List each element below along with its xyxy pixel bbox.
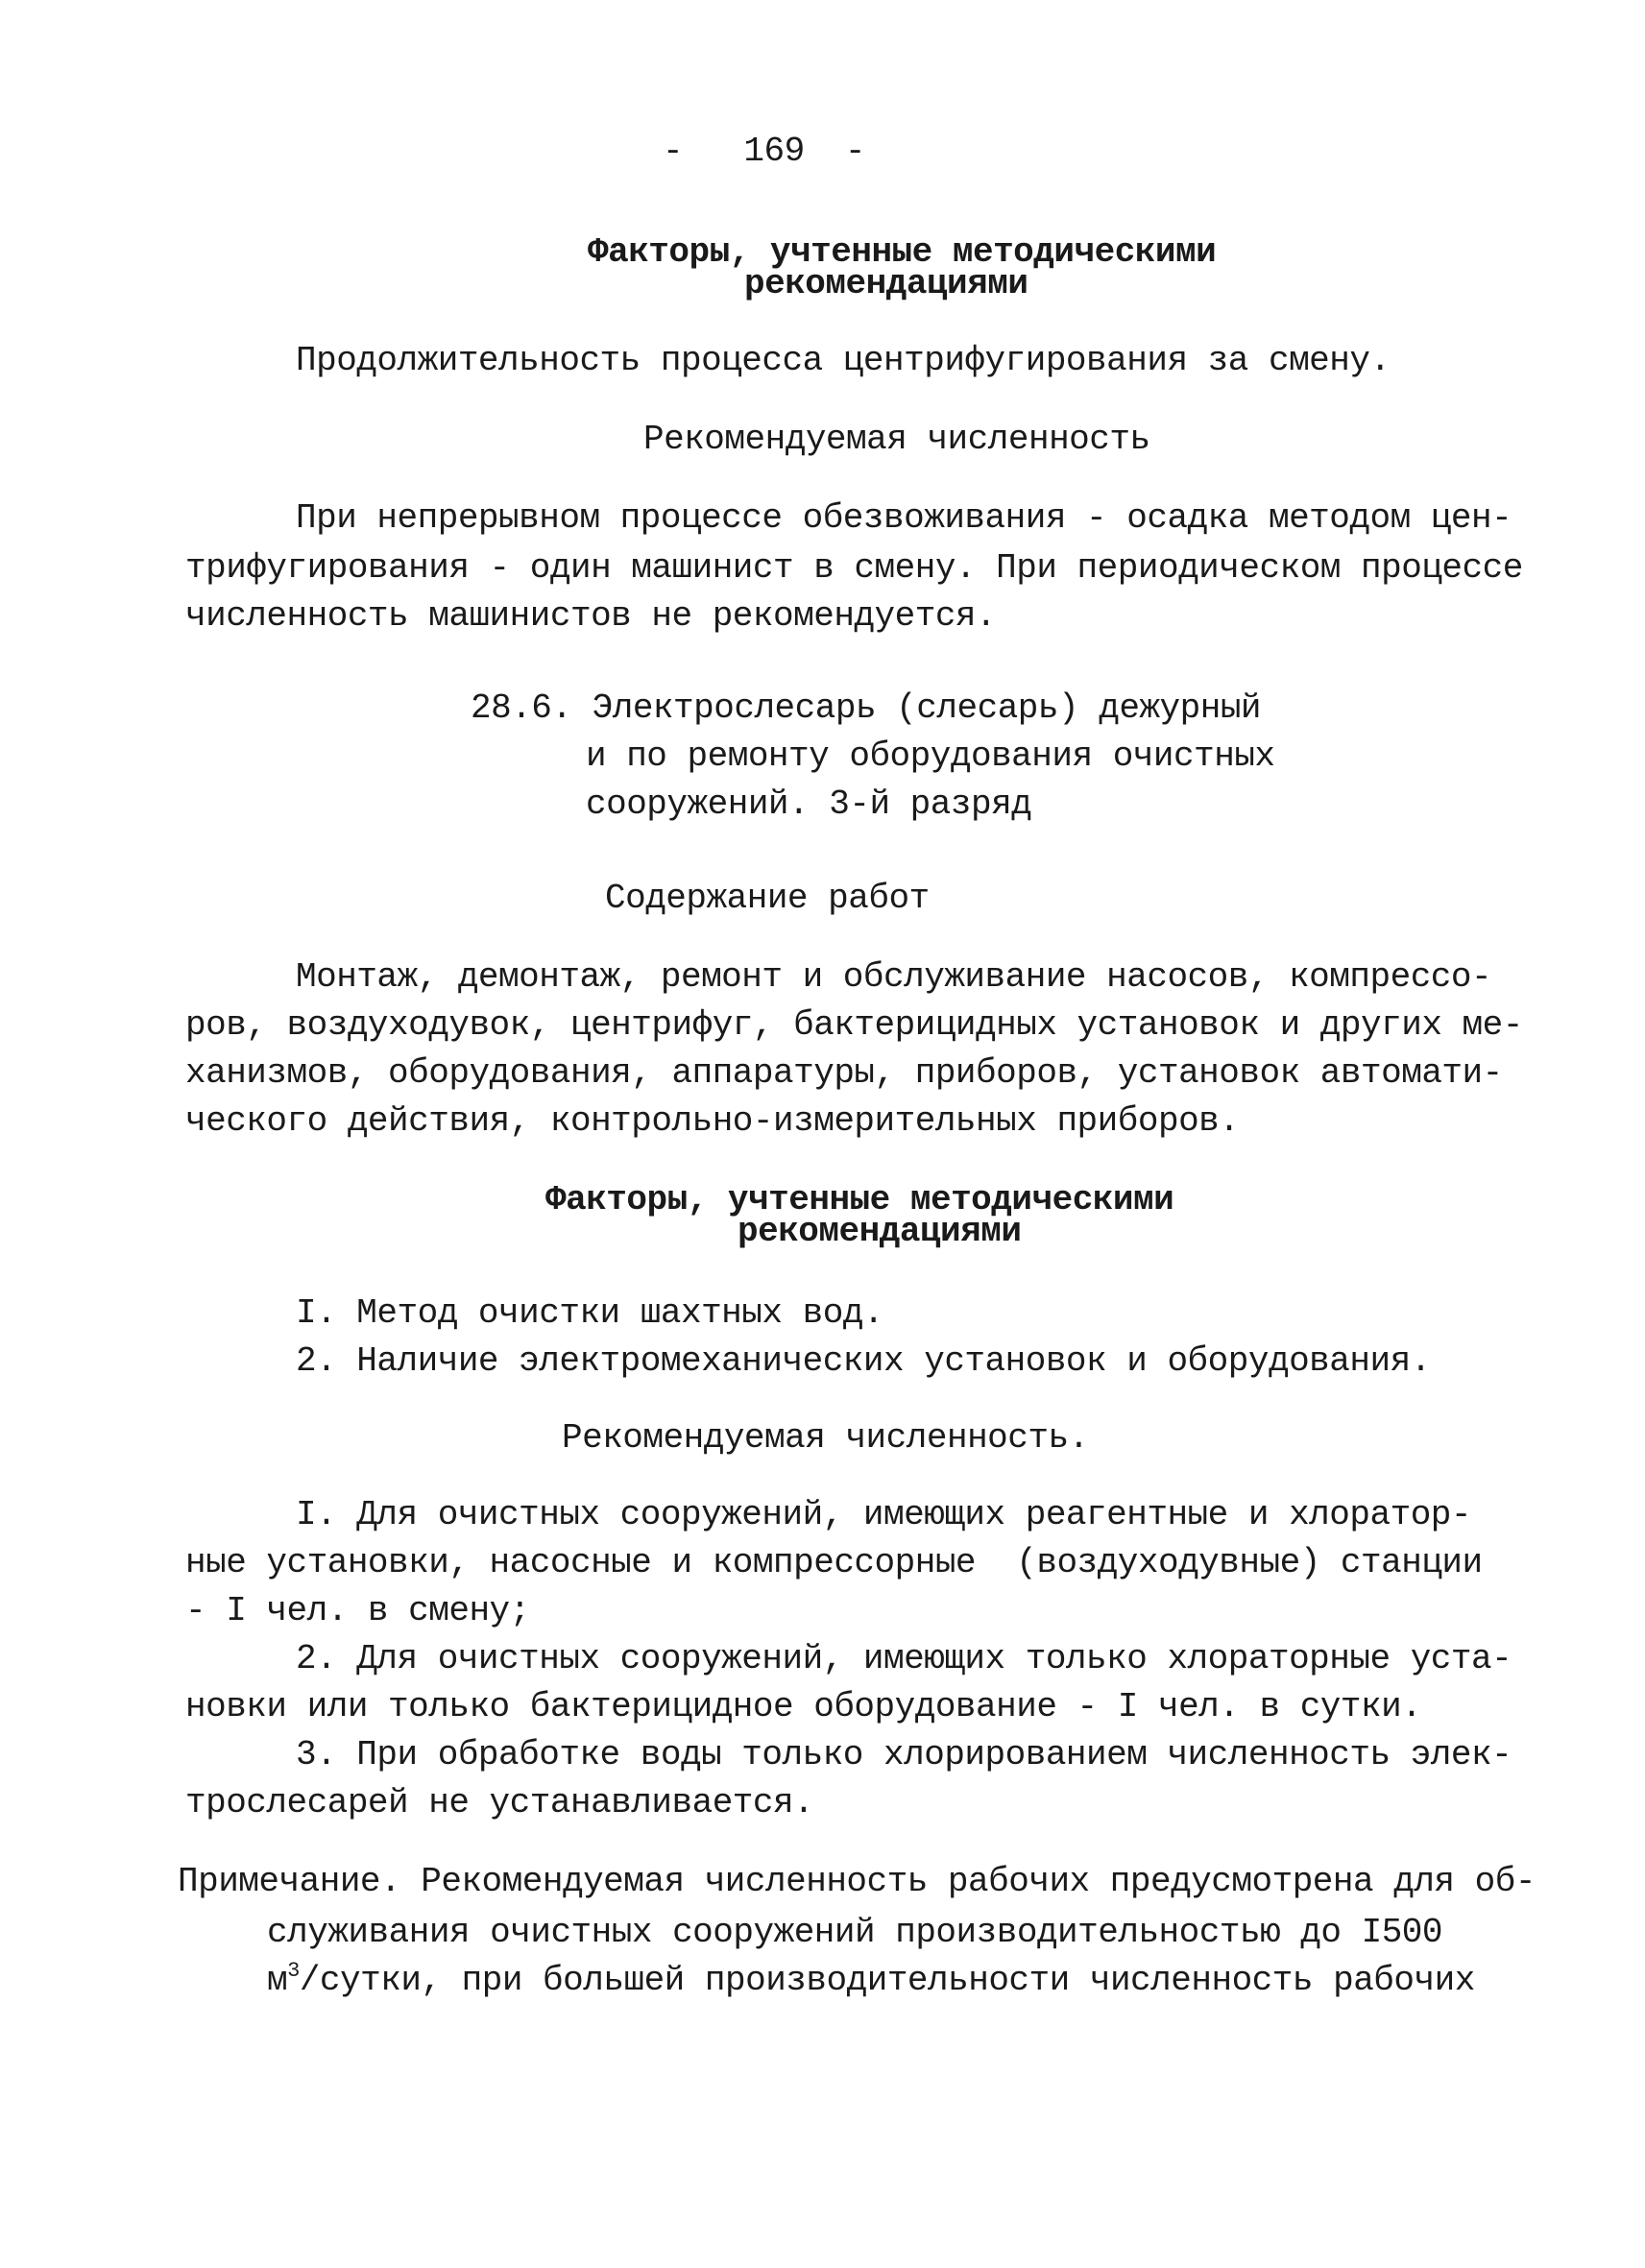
- page-number: - 169 -: [663, 132, 866, 171]
- factors-heading-2-line-1: Факторы, учтенные методическими: [545, 1180, 1174, 1219]
- recommended-text-1-line-2: трифугирования - один машинист в смену. При периодическом процессе: [185, 548, 1523, 588]
- recommended-text-1-line-1: При непрерывном процессе обезвоживания - осадка методом цен-: [296, 498, 1512, 538]
- recommended-item-1-line-3: - I чел. в смену;: [185, 1591, 530, 1630]
- factors-heading-2-line-2: рекомендациями: [738, 1212, 1022, 1251]
- recommended-item-2-line-2: новки или только бактерицидное оборудование - I чел. в сутки.: [185, 1687, 1422, 1726]
- note-line-1: Примечание. Рекомендуемая численность рабочих предусмотрена для об-: [178, 1862, 1536, 1901]
- factors-heading-1-line-2: рекомендациями: [744, 264, 1028, 303]
- recommended-heading-2: Рекомендуемая численность.: [562, 1418, 1089, 1458]
- recommended-item-1-line-1: I. Для очистных сооружений, имеющих реагентные и хлоратор-: [296, 1495, 1472, 1534]
- work-content-heading: Содержание работ: [605, 879, 930, 918]
- work-content-line-2: ров, воздуходувок, центрифуг, бактерицидных установок и других ме-: [185, 1005, 1523, 1045]
- duration-text: Продолжительность процесса центрифугирования за смену.: [296, 341, 1391, 380]
- superscript-cubic: 3: [287, 1959, 300, 1983]
- recommended-item-1-line-2: ные установки, насосные и компрессорные (воздуходувные) станции: [185, 1543, 1483, 1582]
- work-content-line-1: Монтаж, демонтаж, ремонт и обслуживание насосов, компрессо-: [296, 957, 1492, 997]
- work-content-line-4: ческого действия, контрольно-измерительных приборов.: [185, 1101, 1240, 1141]
- recommended-item-2-line-1: 2. Для очистных сооружений, имеющих только хлораторные уста-: [296, 1639, 1512, 1678]
- recommended-heading-1: Рекомендуемая численность: [643, 420, 1150, 459]
- recommended-item-3-line-1: 3. При обработке воды только хлорированием численность элек-: [296, 1735, 1512, 1774]
- note-line-2: служивания очистных сооружений производительностью до I500: [267, 1913, 1443, 1952]
- note-line-3: [267, 1959, 1475, 2000]
- section-title-line-1: 28.6. Электрослесарь (слесарь) дежурный: [471, 688, 1262, 728]
- recommended-item-3-line-2: трослесарей не устанавливается.: [185, 1783, 814, 1822]
- section-title-line-3: сооружений. 3-й разряд: [586, 784, 1032, 824]
- factors-heading-1-line-1: Факторы, учтенные методическими: [588, 232, 1217, 272]
- note-line-3-rest: /сутки, при большей производительности численность рабочих: [299, 1961, 1475, 2000]
- note-line-3-prefix: м: [267, 1961, 288, 2000]
- work-content-line-3: ханизмов, оборудования, аппаратуры, приборов, установок автомати-: [185, 1053, 1503, 1093]
- factors-list-item-1: I. Метод очистки шахтных вод.: [296, 1293, 884, 1333]
- section-title-line-2: и по ремонту оборудования очистных: [586, 736, 1275, 776]
- factors-list-item-2: 2. Наличие электромеханических установок и оборудования.: [296, 1341, 1431, 1381]
- recommended-text-1-line-3: численность машинистов не рекомендуется.: [185, 596, 997, 636]
